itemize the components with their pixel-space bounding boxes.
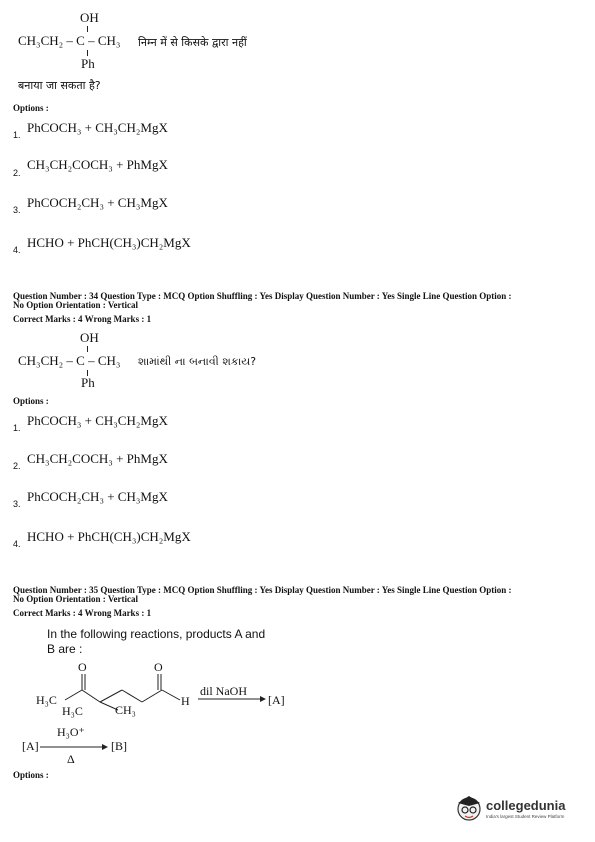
mascot-icon [454, 792, 484, 822]
q33-options-label: Options : [13, 103, 49, 113]
q34-meta-line-2: No Option Orientation : Vertical [13, 300, 138, 310]
q35-aldehyde-h: H [181, 694, 190, 708]
q35-marks: Correct Marks : 4 Wrong Marks : 1 [13, 608, 152, 618]
q35-h3c-bottom: H₃C [62, 704, 83, 718]
q33-ph: Ph [81, 56, 95, 71]
q35-meta-line-1: Question Number : 35 Question Type : MCQ Option Shuffling : Yes Display Question Number : Yes Single Line Question Option : [13, 585, 512, 595]
q33-option-text: PhCOCH₃ + CH₃CH₂MgX [27, 120, 168, 135]
q33-option-text: HCHO + PhCH(CH₃)CH₂MgX [27, 235, 191, 250]
q34-option-number: 2. [13, 461, 21, 471]
q34-option-number: 4. [13, 539, 21, 549]
q34-bond-top [87, 346, 88, 352]
q35-h3c-top: H₃C [36, 693, 57, 707]
q34-option-text: PhCOCH₃ + CH₃CH₂MgX [27, 413, 168, 428]
q33-option-number: 3. [13, 205, 21, 215]
q35-reagent-1: dil NaOH [200, 684, 247, 698]
q34-option-text: HCHO + PhCH(CH₃)CH₂MgX [27, 529, 191, 544]
q34-option-number: 1. [13, 423, 21, 433]
q34-options-label: Options : [13, 396, 49, 406]
q34-option-text: PhCOCH₂CH₃ + CH₃MgX [27, 489, 168, 504]
q34-marks: Correct Marks : 4 Wrong Marks : 1 [13, 314, 152, 324]
q33-option-text: CH₃CH₂COCH₃ + PhMgX [27, 157, 168, 172]
q33-formula: CH₃CH₂ – C – CH₃ [18, 33, 121, 48]
q33-question-text-2: बनाया जा सकता है? [18, 79, 101, 92]
q34-option-text: CH₃CH₂COCH₃ + PhMgX [27, 451, 168, 466]
q35-options-label: Options : [13, 770, 49, 780]
q33-question-text-1: निम्न में से किसके द्वारा नहीं [138, 36, 247, 49]
q35-product-b: [B] [111, 739, 127, 753]
q35-reaction-arrow-2 [40, 740, 110, 754]
q35-reagent-2-bottom: Δ [67, 752, 75, 766]
q35-question-line-1: In the following reactions, products A and [47, 627, 266, 641]
q34-meta-line-1: Question Number : 34 Question Type : MCQ Option Shuffling : Yes Display Question Number : Yes Single Line Question Option : [13, 291, 512, 301]
q35-meta-line-2: No Option Orientation : Vertical [13, 594, 138, 604]
logo-tagline: India's largest Student Review Platform [486, 814, 565, 819]
q34-ph: Ph [81, 375, 95, 390]
q33-bond-top [87, 26, 88, 32]
q33-oh: OH [80, 10, 99, 25]
q35-reagent-2-top: H₃O⁺ [57, 725, 85, 739]
q33-option-number: 4. [13, 245, 21, 255]
q33-option-number: 1. [13, 130, 21, 140]
q34-formula: CH₃CH₂ – C – CH₃ [18, 353, 121, 368]
q33-option-text: PhCOCH₂CH₃ + CH₃MgX [27, 195, 168, 210]
q34-oh: OH [80, 330, 99, 345]
q35-ch3: CH₃ [115, 703, 136, 717]
q35-carbonyl-oxygen-2: O [154, 660, 163, 674]
q35-question-line-2: B are : [47, 642, 83, 656]
q35-product-a: [A] [268, 693, 285, 707]
q35-start-a: [A] [22, 739, 39, 753]
q33-option-number: 2. [13, 168, 21, 178]
logo-name: collegedunia [486, 798, 566, 813]
q34-option-number: 3. [13, 499, 21, 509]
q34-question-text: શામાંથી ના બનાવી શકાય? [138, 355, 257, 368]
q35-carbonyl-oxygen-1: O [78, 660, 87, 674]
